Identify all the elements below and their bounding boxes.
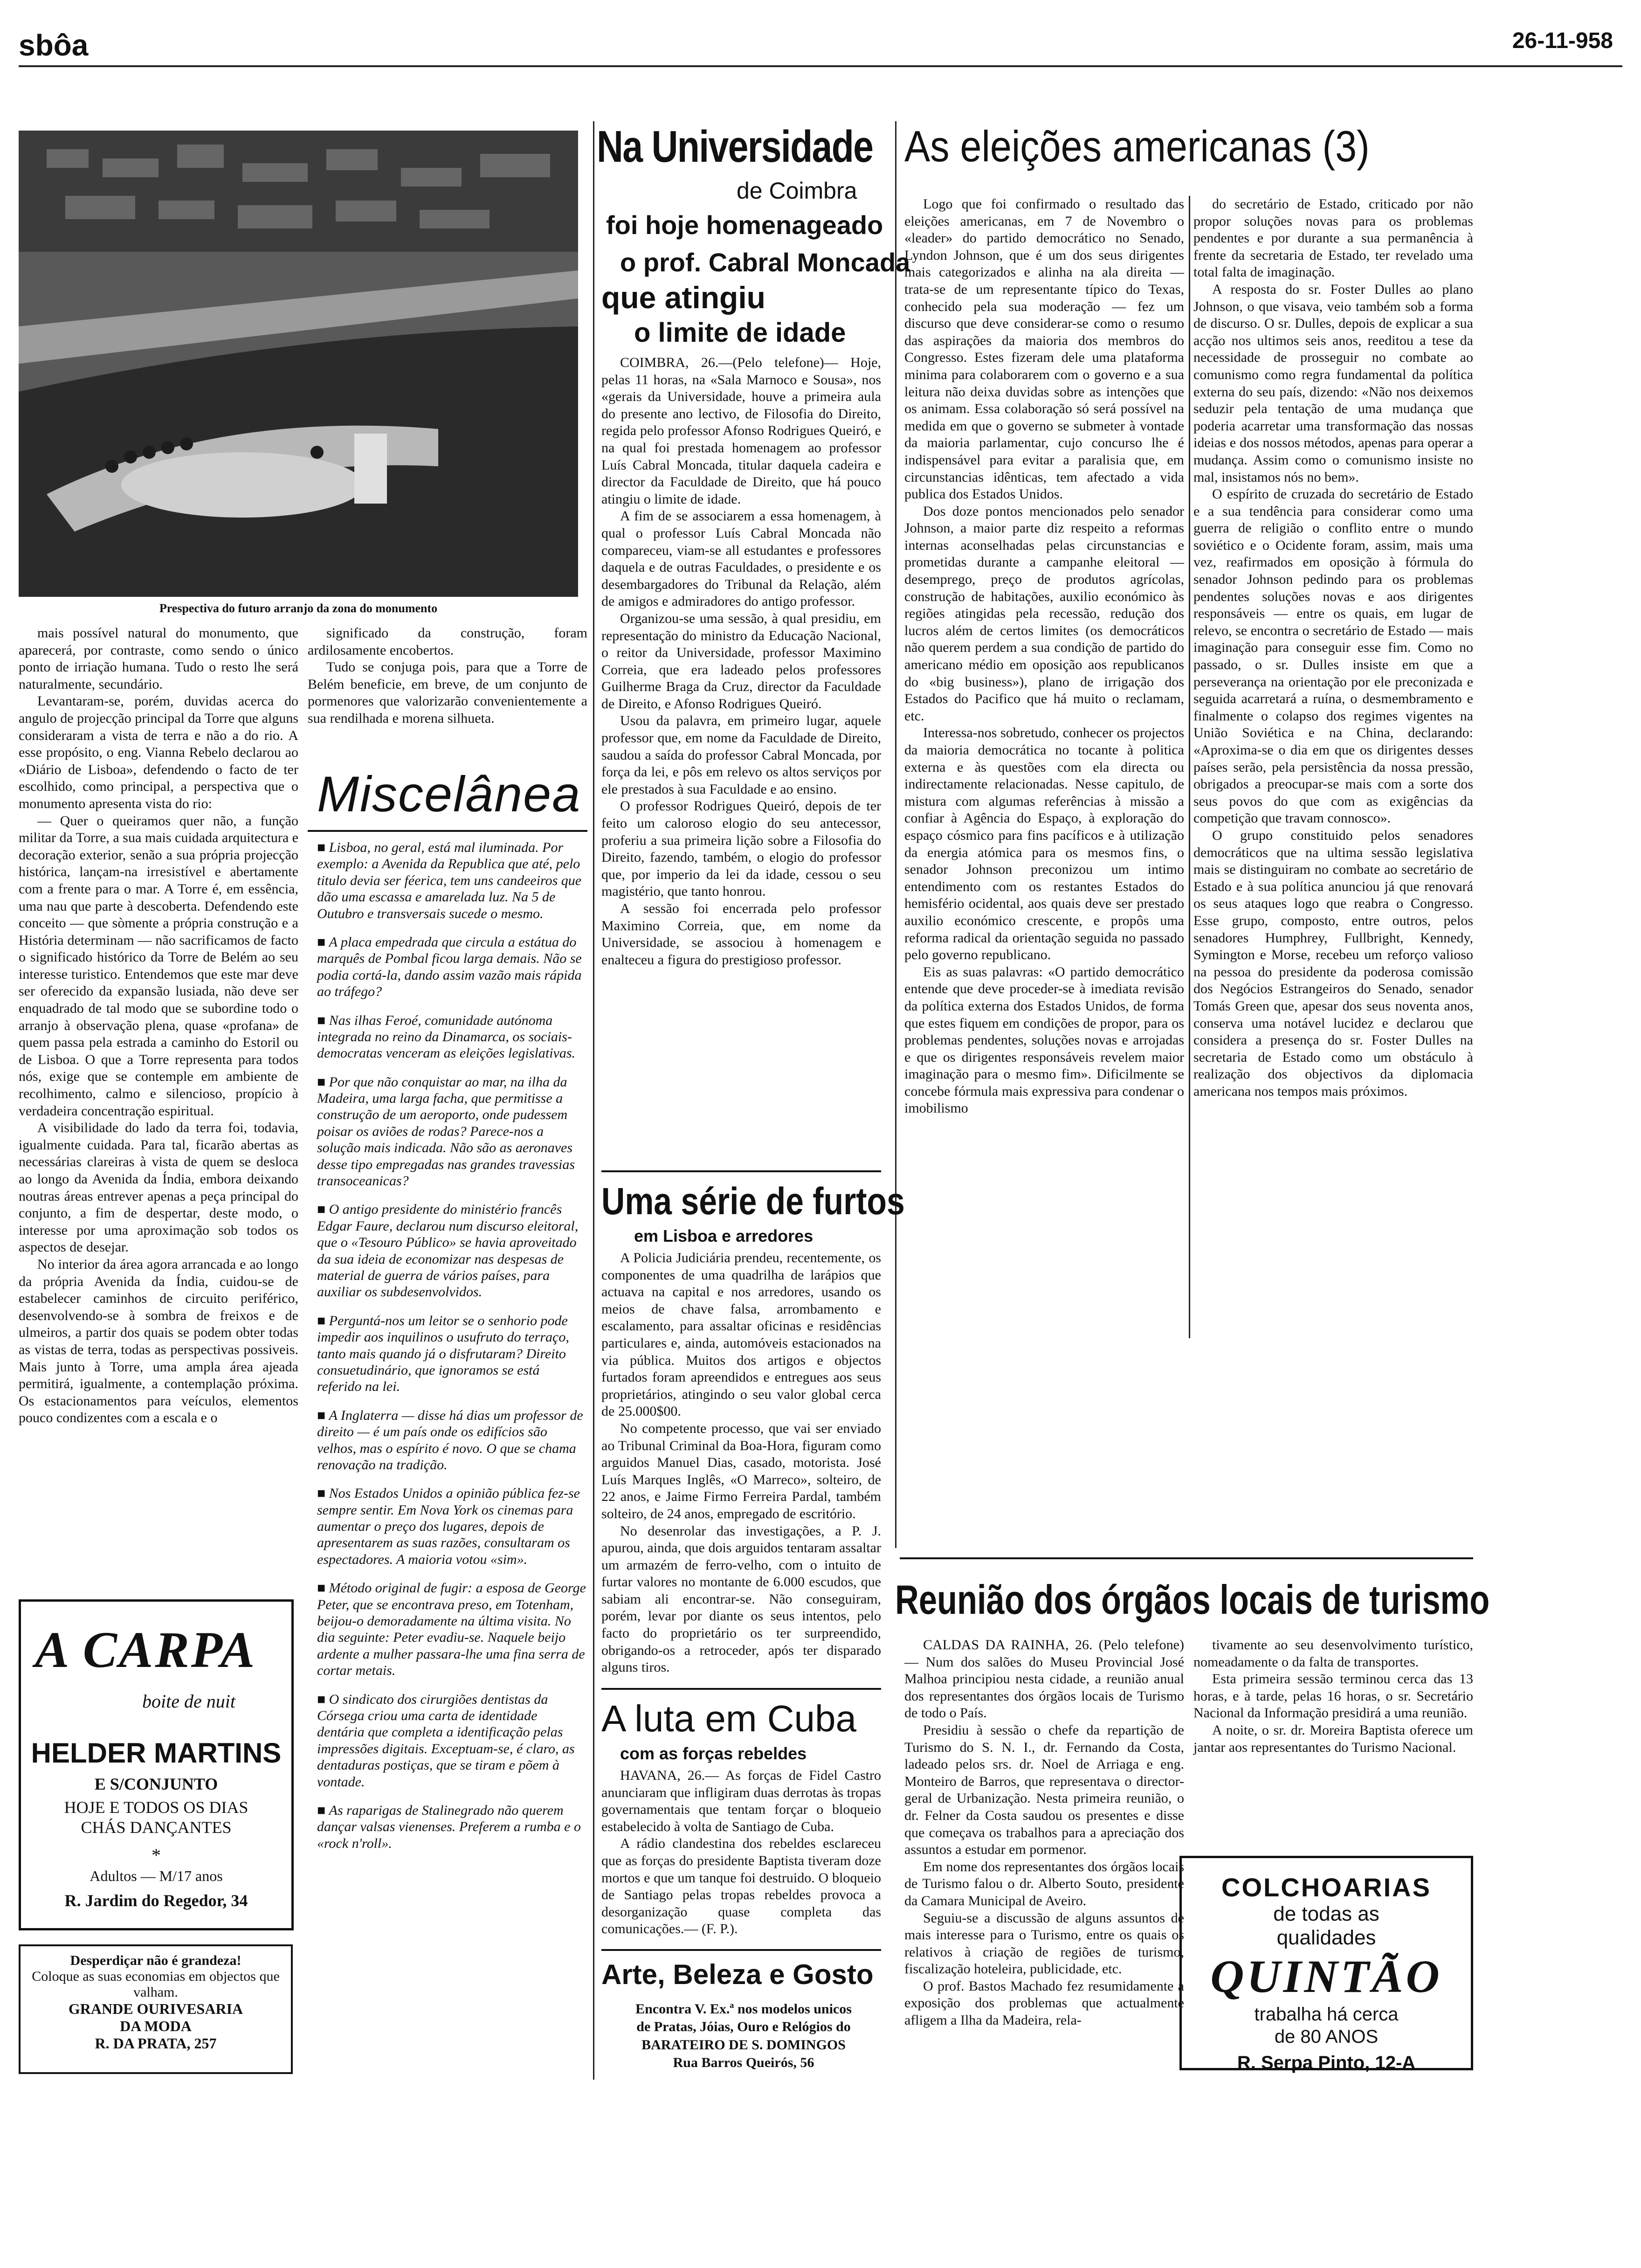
ad-line: trabalha há cerca — [1254, 2004, 1399, 2025]
ad-line: CHÁS DANÇANTES — [81, 1818, 232, 1837]
ad-brand: QUINTÃO — [1210, 1950, 1442, 2003]
paragraph: No desenrolar das investigações, a P. J. apurou, ainda, que dois arguidos tentaram assaltar um armazém de ferro-velho, com o intuito de furtar valores no montante de 6.000 escudos, que sabiam ali encontrar-se. Não conseguiram, porém, levar por diante os seus intentos, pelo facto do proprietário os ter surpreendido, obrigando-os a retroceder, após ter disparado alguns tiros. — [601, 1523, 881, 1675]
ad-line: Rua Barros Queirós, 56 — [673, 2055, 814, 2071]
paragraph: A rádio clandestina dos rebeldes esclareceu que as forças do presidente Baptista tiveram doze mortos e que um tanque foi destruido. O bloqueio de Santiago pelas tropas rebeldes provoca a desorganização quase completa das comunicações.— (F. P.). — [601, 1836, 881, 1937]
ad-line: GRANDE OURIVESARIA — [68, 2000, 243, 2017]
paragraph: Interessa-nos sobretudo, conhecer os projectos da maioria democrática no tocante à politica externa e às questões com ela directa ou indirectamente relacionadas. Nesse capitulo, de mistura com algumas referências à missão a confiar à Agência do Espaço, à exploração do espaço cósmico para fins pacíficos e à utilização da energia atómica para os mesmos fins, o senador Johnson preconizou um intimo entendimento com os restantes Estados do hemisfério ocidental, aos quais deve ser prestado auxilio económico crescente, e propôs uma reforma radical da orientação seguida no passado pelo governo republicano. — [904, 725, 1184, 963]
ad-line: BARATEIRO DE S. DOMINGOS — [641, 2037, 846, 2053]
issue-date: 26-11-958 — [1512, 28, 1613, 53]
subheadline: em Lisboa e arredores — [634, 1226, 814, 1245]
paragraph: Em nome dos representantes dos órgãos locais de Turismo falou o dr. Alberto Souto, presidente da Camara Municipal de Aveiro. — [904, 1859, 1184, 1908]
paragraph: Levantaram-se, porém, duvidas acerca do angulo de projecção principal da Torre que alguns consideraram a vista de terra e não a do rio. A esse propósito, o eng. Vianna Rebelo declarou ao «Diário de Lisboa», defendendo o facto de ter escolhido, como principal, a perspectiva que o monumento apresenta vista do rio: — [19, 693, 298, 811]
divider — [601, 1949, 881, 1951]
headline: A luta em Cuba — [601, 1698, 856, 1739]
paragraph: significado da construção, foram ardilosamente encobertos. — [308, 625, 587, 658]
ad-logo: A CARPA — [35, 1621, 257, 1678]
ad-address: R. Jardim do Regedor, 34 — [64, 1891, 248, 1910]
paragraph: Organizou-se uma sessão, à qual presidiu, em representação do ministro da Educação Nacional, o reitor da Universidade, professor Maximino Correia, que era ladeado pelos professores Guilherme Braga da Cruz, director da Faculdade de Direito, e Afonso Rodrigues Queiró. — [601, 610, 881, 712]
paragraph: No interior da área agora arrancada e ao longo da própria Avenida da Índia, cuidou-se de estabelecer caminhos de circuito periférico, desenvolvendo-se à sombra de freixos e de ulmeiros, a partir dos quais se podem obter todas as vistas de terra, todas as perspectivas possiveis. Mais junto à Torre, uma ampla área ajeada permitirá, igualmente, a contemplação próxima. Os estacionamentos para veículos, elementos pouco condizentes com a escala e o — [19, 1256, 298, 1426]
ad-address: R. Serpa Pinto, 12-A — [1237, 2053, 1416, 2074]
ad-performer: HELDER MARTINS — [31, 1737, 282, 1769]
paragraph: Eis as suas palavras: «O partido democrático entende que deve proceder-se à imediata revisão da política externa dos Estados Unidos, de forma que estes fiquem em condições de propor, para os problemas pendentes, soluções novas e arrojadas e que os dirigentes responsáveis revelem maior imaginação para o mesmo fim». Dificilmente se concebe fórmula mais expressiva para condenar o imobilismo — [904, 964, 1184, 1116]
miscelanea-list — [317, 839, 587, 1864]
paragraph: A sessão foi encerrada pelo professor Maximino Correia, que, em nome da Universidade, se associou à homenagem e enalteceu a figura do prestigioso professor. — [601, 901, 881, 968]
ad-line: de 80 ANOS — [1274, 2026, 1379, 2047]
list-item: ■ O sindicato dos cirurgiões dentistas da Córsega criou uma carta de identidade dentária que completa a identificação pelas impressões digitais. Exceptuam-se, é claro, as dentaduras postiças, que se tiram e põem à vontade. — [317, 1691, 587, 1790]
paragraph: A Policia Judiciária prendeu, recentemente, os componentes de uma quadrilha de larápios que actuava na capital e nos arredores, usando os meios de chave falsa, arrombamento e escalamento, para assaltar oficinas e residências particulares e, ainda, automóveis estacionados na via pública. Muitos dos artigos e objectos furtados foram apreendidos e entregues aos seus proprietários, atingindo o seu valor global cerca de 25.000$00. — [601, 1250, 881, 1419]
divider — [900, 1557, 1473, 1559]
column-rule — [895, 121, 896, 1548]
headline: Uma série de furtos — [601, 1180, 905, 1223]
paragraph: — Quer o queiramos quer não, a função militar da Torre, a sua mais cuidada arquitectura e decoração exterior, senão a sua própria projecção histórica, lançam-na irresistível e abertamente com a frente para o mar. A Torre é, em essência, uma nau que parte à descoberta. Defendendo este conceito — que sòmente a própria construção e a História determinam — não sacrificamos de facto o significado histórico da Torre de Belém ao seu interesse turistico. Entendemos que este mar deve ser oferecido da expansão lusiada, não deve ser enquadrado de tal modo que se subordine todo o arranjo à observação plena, quase «profana» de quem passa pela estrada a caminho do Estoril ou de Lisboa. O que a Torre representa para todos nós, exige que se contemple em ambiente de recolhimento, calmo e silencioso, propício à verdadeira concentração espiritual. — [19, 813, 298, 1119]
cuba-article — [601, 1767, 881, 1938]
paragraph: mais possível natural do monumento, que aparecerá, por contraste, como sendo o único ponto de irriação humana. Tudo o resto lhe será naturalmente, secundário. — [19, 625, 298, 692]
paragraph: Presidiu à sessão o chefe da repartição de Turismo do S. N. I., dr. Fernando da Costa, ladeado pelos srs. dr. Noel de Arriaga e eng. Monteiro de Barros, que representava o director-geral de Urbanização. Nesta primeira reunião, o dr. Felner da Costa saudou os presentes e disse que começava os trabalhos para a apreciação dos assuntos a estudar em pormenor. — [904, 1722, 1184, 1858]
ad-line: Coloque as suas economias em objectos que valham. — [32, 1969, 280, 2000]
universidade-article — [601, 354, 881, 968]
ad-line: HOJE E TODOS OS DIAS — [64, 1798, 248, 1817]
paragraph: Logo que foi confirmado o resultado das eleições americanas, em 7 de Novembro o «leader» do partido democrático no Senado, Lyndon Johnson, que é um dos seus dirigentes mais categorizados e alinha na ala direita — trata-se de um representante típico do Texas, conhecido pela sua moderação — fez um discurso que deve considerar-se como o resumo das aspirações da maioria dos membros do Congresso. Estes fizeram dele uma plataforma minima para colaborarem com o governo e a sua leitura não deixa duvidas sobre as intenções que os animam. Essa colaboração só será possível na medida em que o governo se submeter à vontade da maioria parlamentar, cujo concurso lhe é indispensável para evitar a paralisia que, em circunstancias idênticas, tem afectado a vida publica dos Estados Unidos. — [904, 196, 1184, 502]
divider — [308, 830, 587, 832]
ad-line: qualidades — [1276, 1926, 1376, 1949]
torre-article-col1 — [19, 625, 298, 1427]
aerial-photo-illustration — [19, 131, 578, 597]
ad-line: de todas as — [1273, 1902, 1379, 1925]
list-item: ■ Por que não conquistar ao mar, na ilha da Madeira, uma larga facha, que permitisse a construção de um aeroporto, onde pudessem poisar os aviões de rodas? Parece-nos a solução mais indicada. Não são as aeronaves desse tipo empregadas nas grandes travessias transoceanicas? — [317, 1074, 587, 1189]
list-item: ■ As raparigas de Stalinegrado não querem dançar valsas vienenses. Preferem a rumba e o «rock n'roll». — [317, 1802, 587, 1852]
headline: o prof. Cabral Moncada — [620, 248, 910, 277]
ad-line: Encontra V. Ex.ª nos modelos unicos — [635, 2001, 852, 2017]
star-icon: * — [152, 1845, 161, 1866]
ad-address: R. DA PRATA, 257 — [95, 2035, 217, 2052]
divider — [601, 1170, 881, 1172]
list-item: ■ A placa empedrada que circula a estátua do marquês de Pombal ficou larga demais. Não se podia cortá-la, dando assim vazão mais rápida ao tráfego? — [317, 934, 587, 1000]
ad-title: COLCHOARIAS — [1221, 1873, 1431, 1902]
list-item: ■ O antigo presidente do ministério francês Edgar Faure, declarou num discurso eleitoral, que o «Tesouro Público» se havia aproveitado da sua ideia de economizar nas despesas de material de guerra de vários países, para auxiliar os subdesenvolvidos. — [317, 1201, 587, 1300]
headline: Na Universidade — [597, 122, 873, 172]
paragraph: CALDAS DA RAINHA, 26. (Pelo telefone) — Num dos salões do Museu Provincial José Malhoa principiou nesta cidade, a reunião anual dos representantes dos órgãos locais de Turismo de todo o País. — [904, 1637, 1184, 1721]
paragraph: Usou da palavra, em primeiro lugar, aquele professor que, em nome da Faculdade de Direito, saudou a saída do professor Cabral Moncada, por força da lei, e pôs em relevo os altos serviços por ele prestados à sua Faculdade e ao ensino. — [601, 713, 881, 797]
paragraph: O prof. Bastos Machado fez resumidamente a exposição dos problemas que actualmente afligem a Ilha da Madeira, rela- — [904, 1978, 1184, 2028]
paragraph: O professor Rodrigues Queiró, depois de ter feito um caloroso elogio do seu antecessor, proferiu a sua primeira lição sobre a Filosofia do Direito, fazendo, também, o elogio do professor que, por imperio da lei da idade, cessou o seu magistério, que tanto honrou. — [601, 798, 881, 899]
eleicoes-col2 — [1193, 196, 1473, 1100]
paragraph: O espírito de cruzada do secretário de Estado e a sua tendência para considerar como uma guerra de religião o conflito entre o mundo soviético e o Ocidente foram, assim, mais uma vez, reafirmados em oposição à fórmula do senador Johnson pedindo para os problemas pendentes soluções novas e aos dirigentes responsáveis — entre os quais, em lugar de relevo, se encontra o secretário de Estado — mais imaginação para conseguir esse fim. Como no passado, o sr. Dulles insiste em que a perseverança na orientação por ele preconizada e seguida acarretará a ruína, o desmembramento e finalmente o colapso dos regimes vigentes na União Soviética e na China, declarando: «Aproxima-se o dia em que os dirigentes desses países serão, pela persistência da nossa pressão, obrigados a preocupar-se mais com a sorte dos seus povos do que com as exigências da competição que travam connosco». — [1193, 486, 1473, 826]
ad-line: Desperdiçar não é grandeza! — [70, 1953, 241, 1968]
headline: que atingiu — [601, 280, 765, 315]
list-item: ■ Lisboa, no geral, está mal iluminada. Por exemplo: a Avenida da Republica que até, pelo titulo devia ser féerica, tem uns candeeiros que dão uma escassa e amarelada luz. Na 5 de Outubro e transversais sucede o mesmo. — [317, 839, 587, 922]
headline: o limite de idade — [634, 318, 846, 348]
eleicoes-col1 — [904, 196, 1184, 1117]
reuniao-col1 — [904, 1637, 1184, 2029]
list-item: ■ Nas ilhas Feroé, comunidade autónoma integrada no reino da Dinamarca, os sociais-democratas venceram as eleições legislativas. — [317, 1012, 587, 1062]
list-item: ■ Nos Estados Unidos a opinião pública fez-se sempre sentir. Em Nova York os cinemas para aumentar o preço dos lugares, depois de apresentarem as suas razões, consultaram os espectadores. A maioria votou «sim». — [317, 1485, 587, 1568]
headline: foi hoje homenageado — [606, 210, 883, 240]
paragraph: tivamente ao seu desenvolvimento turístico, nomeadamente o da falta de transportes. — [1193, 1637, 1473, 1670]
paragraph: Tudo se conjuga pois, para que a Torre de Belém beneficie, em breve, de um conjunto de pormenores que valorizarão convenientemente a sua rendilhada e morena silhueta. — [308, 659, 587, 726]
paragraph: Esta primeira sessão terminou cerca das 13 horas, e à tarde, pelas 16 horas, o sr. Secretário Nacional da Informação presidirá a uma reunião. — [1193, 1671, 1473, 1721]
furtos-article — [601, 1250, 881, 1676]
headline: As eleições americanas (3) — [904, 122, 1370, 171]
reuniao-col2 — [1193, 1637, 1473, 1756]
paragraph: HAVANA, 26.— As forças de Fidel Castro anunciaram que infligiram duas derrotas às tropas governamentais que tentam forçar o bloqueio estabelecido à volta de Santiago de Cuba. — [601, 1768, 881, 1834]
divider — [601, 1688, 881, 1690]
arte-ad — [606, 2000, 881, 2072]
paragraph: O grupo constituido pelos senadores democráticos que na ultima sessão legislativa mais se distinguiram no combate ao secretário de Estado e à sua política anunciou já que renovará os seus ataques logo que reabra o Congresso. Esse grupo, composto, entre outros, pelos senadores Humphrey, Fullbright, Kennedy, Symington e Morse, recebeu um reforço valioso na pessoa do presidente da poderosa comissão dos Negócios Estrangeiros do Senado, senador Tomás Green que, apesar dos seus noventa anos, conserva uma notável lucidez e declarou que considera a presença do sr. Foster Dulles na secretaria de Estado como um obstáculo à realização dos objectivos da diplomacia americana nos tempos mais próximos. — [1193, 827, 1473, 1099]
headline: Reunião dos órgãos locais de turismo — [895, 1577, 1490, 1623]
ad-ourivesaria — [19, 1944, 293, 2074]
list-item: ■ Perguntá-nos um leitor se o senhorio pode impedir aos inquilinos o usufruto do terraço, tanto mais quando já o disfrutaram? Direito consuetudinário, que ignoramos se está referido na lei. — [317, 1313, 587, 1395]
ad-text — [21, 1798, 291, 1838]
column-rule — [593, 121, 594, 2080]
subheadline: com as forças rebeldes — [620, 1744, 807, 1763]
ad-colchoarias — [1179, 1856, 1473, 2074]
headline: Arte, Beleza e Gosto — [601, 1959, 874, 1990]
masthead: sbôa — [19, 28, 89, 62]
torre-article-col2 — [308, 625, 587, 727]
paragraph: Dos doze pontos mencionados pelo senador Johnson, a maior parte diz respeito a reformas internas aconselhadas pelas circunstancias e prometidas durante a campanhe eleitoral — desemprego, preço de produtos agrícolas, construção de habitações, auxilio económico às regiões atingidas pela recessão, redução dos lucros além de certos limites (os democráticos não querem perdem a sua condição de partido do americano médio em oposição aos republicanos do «big business»), plano de irrigação dos Estados do Pacifico que há muito o reclamam, etc. — [904, 503, 1184, 724]
list-item: ■ A Inglaterra — disse há dias um professor de direito — é um país onde os edifícios são velhos, mas o espírito é novo. O que se chama renovação na tradição. — [317, 1407, 587, 1473]
ad-line: DA MODA — [120, 2018, 192, 2034]
ad-line: de Pratas, Jóias, Ouro e Relógios do — [636, 2019, 851, 2035]
paragraph: Seguiu-se a discussão de alguns assuntos de mais interesse para o Turismo, entre os quais os relativos à criação de regiões de turismo, fiscalização hoteleira, publicidade, etc. — [904, 1910, 1184, 1977]
ad-text: E S/CONJUNTO — [94, 1775, 218, 1793]
paragraph: No competente processo, que vai ser enviado ao Tribunal Criminal da Boa-Hora, figuram como arguidos Manuel Dias, casado, motorista. José Luís Marques Inglês, «O Marreco», solteiro, de 22 anos, e Jaime Firmo Ferreira Pardal, também solteiro, de 24 anos, empregado de escritório. — [601, 1420, 881, 1521]
photo-caption: Prespectiva do futuro arranjo da zona do monumento — [159, 602, 438, 615]
ad-a-carpa — [19, 1599, 294, 1930]
paragraph: A noite, o sr. dr. Moreira Baptista oferece um jantar aos representantes do Turismo Nacional. — [1193, 1722, 1473, 1755]
ad-tagline: boite de nuit — [142, 1691, 235, 1712]
miscelanea-title: Miscelânea — [317, 766, 581, 822]
paragraph: do secretário de Estado, criticado por não propor soluções novas para os problemas pendentes e por durante a sua permanência à frente da secretaria de Estado, ter revelado uma total falta de imaginação. — [1193, 196, 1473, 280]
column-rule — [1189, 196, 1190, 1338]
paragraph: A fim de se associarem a essa homenagem, à qual o professor Luís Cabral Moncada não compareceu, viam-se all estudantes e professores daquela e de outras Faculdades, o presidente e os desembargadores do Tribunal da Relação, além de amigos e admiradores do antigo professor. — [601, 508, 881, 609]
header-rule — [19, 65, 1622, 67]
ad-text: Adultos — M/17 anos — [90, 1867, 223, 1884]
list-item: ■ Método original de fugir: a esposa de George Peter, que se encontrava preso, em Totenham, beijou-o demoradamente na última visita. No dia seguinte: Peter evadiu-se. Naquele beijo ardente a mulher passara-lhe uma fina serra de cortar metais. — [317, 1580, 587, 1679]
aerial-photo — [19, 131, 578, 597]
paragraph: A visibilidade do lado da terra foi, todavia, igualmente cuidada. Para tal, ficarão abertas as necessárias clareiras à vista de quem se desloca ao longo da Avenida da Índia, embora deixando noutras áreas entrever apenas a peça principal do conjunto, a fim de despertar, deste modo, o interesse por uma aproximação sob todos os aspectos de desejar. — [19, 1120, 298, 1255]
paragraph: COIMBRA, 26.—(Pelo telefone)— Hoje, pelas 11 horas, na «Sala Marnoco e Sousa», nos «gerais da Universidade, houve a primeira aula do presente ano lectivo, de Filosofia do Direito, regida pelo professor Afonso Rodrigues Queiró, e na qual foi prestada homenagem ao professor Luís Cabral Moncada, titular daquela cadeira e director da Faculdade de Direito, que há pouco atingiu o limite de idade. — [601, 355, 881, 507]
headline: de Coimbra — [737, 178, 857, 204]
paragraph: A resposta do sr. Foster Dulles ao plano Johnson, o que visava, veio também sob a forma de discurso. O sr. Dulles, depois de explicar a sua acção nos ultimos seis anos, reeditou a tese da necessidade de prosseguir no combate ao comunismo como regra fundamental da política externa do seu país, dizendo: «Não nos deixemos seduzir pela tentação de uma mudança que poderia acarretar uma transformação das nossas ideias e dos nossos métodos, apenas para operar a mudança. Assim como o comunismo insiste no mal, insistamos nós no bem». — [1193, 281, 1473, 485]
